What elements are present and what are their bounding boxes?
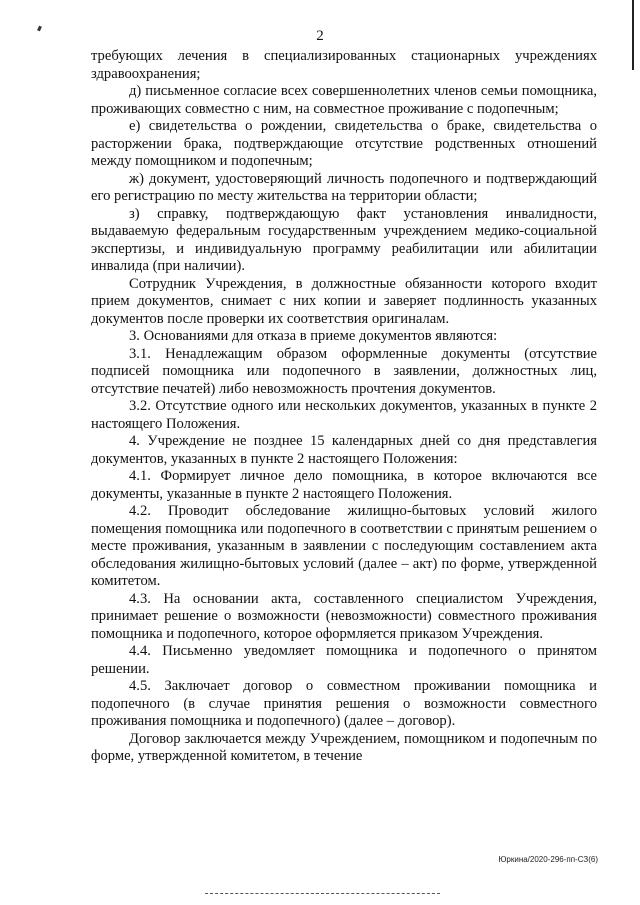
paragraph-3-2: 3.2. Отсутствие одного или нескольких документов, указанных в пункте 2 настоящего Положения. xyxy=(91,398,597,432)
document-body xyxy=(91,48,597,766)
paragraph-continuation: требующих лечения в специализированных стационарных учреждениях здравоохранения; xyxy=(91,48,597,82)
document-code: Юркина/2020-296-пп-СЗ(6) xyxy=(498,855,598,864)
paragraph-4-5: 4.5. Заключает договор о совместном проживании помощника и подопечного (в случае принятия решения о возможности совместного проживания помощника и подопечного) (далее – договор). xyxy=(91,678,597,729)
paragraph-employee: Сотрудник Учреждения, в должностные обязанности которого входит прием документов, снимает с них копии и заверяет подлинность указанных документов после проверки их соответствия оригиналам. xyxy=(91,275,597,327)
page-number: 2 xyxy=(316,28,324,44)
paragraph-item-z: з) справку, подтверждающую факт установления инвалидности, выдаваемую федеральным государственным учреждением медико-социальной экспертизы, и индивидуальную программу реабилитации или абилитации инвалида (при наличии). xyxy=(91,205,597,274)
paragraph-item-e: е) свидетельства о рождении, свидетельства о браке, свидетельства о расторжении брака, подтверждающие отсутствие родственных отношений между помощником и подопечным; xyxy=(91,118,597,169)
paragraph-contract: Договор заключается между Учреждением, помощником и подопечным по форме, утвержденной комитетом, в течение xyxy=(91,730,597,764)
paragraph-4-4: 4.4. Письменно уведомляет помощника и подопечного о принятом решении. xyxy=(91,643,597,677)
paragraph-item-d: д) письменное согласие всех совершеннолетних членов семьи помощника, проживающих совместно с ним, на совместное проживание с подопечным; xyxy=(91,83,597,117)
scan-bottom-line xyxy=(205,893,440,895)
paragraph-4-1: 4.1. Формирует личное дело помощника, в которое включаются все документы, указанные в пункте 2 настоящего Положения. xyxy=(91,468,597,502)
paragraph-4-2: 4.2. Проводит обследование жилищно-бытовых условий жилого помещения помощника или подопечного в соответствии с принятым решением о месте проживания, указанным в заявлении с последующим составлением акта обследования жилищно-бытовых условий (далее – акт) по форме, утвержденной комитетом. xyxy=(91,503,597,589)
paragraph-item-zh: ж) документ, удостоверяющий личность подопечного и подтверждающий его регистрацию по месту жительства на территории области; xyxy=(91,170,597,204)
paragraph-3: 3. Основаниями для отказа в приеме документов являются: xyxy=(129,328,498,344)
paragraph-4-3: 4.3. На основании акта, составленного специалистом Учреждения, принимает решение о возможности (невозможности) совместного проживания помощника и подопечного, которое оформляется приказом Учреждения. xyxy=(91,590,597,642)
paragraph-3-1: 3.1. Ненадлежащим образом оформленные документы (отсутствие подписей помощника или подопечного в заявлении, должностных лиц, отсутствие печатей) либо невозможность прочтения документов. xyxy=(91,345,597,397)
paragraph-4: 4. Учреждение не позднее 15 календарных дней со дня представлегия документов, указанных в пункте 2 настоящего Положения: xyxy=(91,433,597,467)
